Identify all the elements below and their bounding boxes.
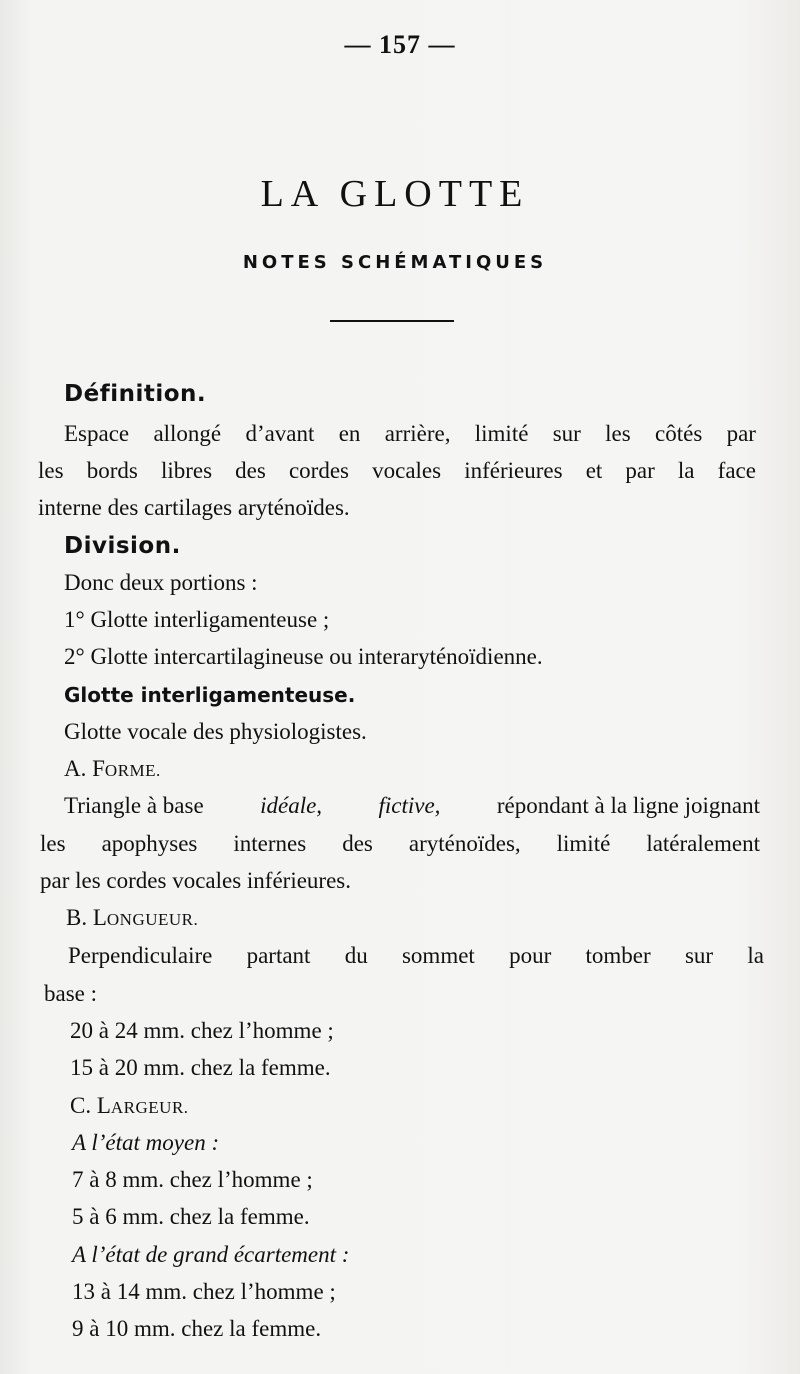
word: des — [342, 831, 373, 856]
definition-line-1 — [64, 420, 756, 448]
subheading-initial: L — [96, 1093, 111, 1118]
word: sommet — [401, 943, 475, 968]
title-divider — [330, 320, 454, 322]
word: les — [605, 421, 631, 446]
moyen-femme: 5 à 6 mm. chez la femme. — [72, 1204, 310, 1229]
word: les — [40, 831, 66, 856]
word: sur — [552, 421, 581, 446]
word: face — [717, 458, 756, 483]
word: cordes — [288, 458, 349, 483]
word: libres — [160, 458, 213, 483]
longueur-line-2: base : — [44, 981, 98, 1006]
subheading-largeur — [70, 1092, 189, 1122]
page-subtitle: NOTES SCHÉMATIQUES — [242, 252, 548, 273]
subheading-prefix: A. — [64, 756, 87, 781]
definition-line-3: interne des cartilages aryténoïdes. — [38, 495, 350, 520]
word: Espace — [64, 421, 130, 446]
forme-line-3: par les cordes vocales inférieures. — [40, 868, 351, 893]
word: vocales — [372, 458, 442, 483]
subheading-forme — [64, 755, 161, 785]
word: limité — [556, 831, 611, 856]
division-item-2: 2° Glotte intercartilagineuse ou interaryténoïdienne. — [64, 644, 543, 669]
ecart-homme: 13 à 14 mm. chez l’homme ; — [72, 1279, 336, 1304]
italic-term: idéale, — [260, 793, 323, 818]
etat-ecartement-heading: A l’état de grand écartement : — [72, 1242, 350, 1267]
word: tomber — [585, 943, 651, 968]
text-run: Triangle à base — [64, 793, 204, 818]
section-heading-interligamenteuse: Glotte interligamenteuse. — [64, 683, 356, 707]
moyen-homme: 7 à 8 mm. chez l’homme ; — [72, 1167, 313, 1192]
word: latéralement — [646, 831, 760, 856]
forme-line-2 — [40, 830, 760, 858]
word: par — [625, 458, 655, 483]
word: la — [677, 458, 695, 483]
subheading-prefix: B. — [66, 905, 88, 930]
word: internes — [233, 831, 307, 856]
word: sur — [684, 943, 714, 968]
page-number: — 157 — — [344, 30, 456, 59]
section-heading-definition: Définition. — [64, 381, 207, 407]
word: côtés — [655, 421, 703, 446]
word: bords — [86, 458, 138, 483]
etat-moyen-heading: A l’état moyen : — [72, 1130, 220, 1155]
word: et — [585, 458, 603, 483]
word: apophyses — [101, 831, 198, 856]
subheading-initial: L — [92, 905, 107, 930]
longueur-femme: 15 à 20 mm. chez la femme. — [70, 1055, 331, 1080]
subheading-rest: ONGUEUR. — [106, 910, 199, 929]
word: Perpendiculaire — [68, 943, 213, 968]
word: la — [747, 943, 764, 968]
division-intro: Donc deux portions : — [64, 570, 258, 595]
subheading-longueur — [66, 904, 198, 934]
word: du — [344, 943, 368, 968]
subheading-rest: ORME. — [104, 761, 161, 780]
word: pour — [509, 943, 552, 968]
word: inférieures — [464, 458, 563, 483]
word: par — [726, 421, 756, 446]
interligamenteuse-description: Glotte vocale des physiologistes. — [64, 719, 367, 744]
word: les — [38, 458, 64, 483]
ecart-femme: 9 à 10 mm. chez la femme. — [72, 1316, 322, 1341]
word: limité — [474, 421, 529, 446]
division-item-1: 1° Glotte interligamenteuse ; — [64, 607, 330, 632]
word: en — [338, 421, 361, 446]
definition-line-2 — [38, 457, 756, 485]
word: d’avant — [245, 421, 315, 446]
forme-line-1 — [64, 792, 760, 820]
page-title: LA GLOTTE — [260, 173, 530, 215]
text-run: répondant à la ligne joignant — [496, 793, 760, 818]
italic-term: fictive, — [378, 793, 441, 818]
word: arrière, — [384, 421, 451, 446]
section-heading-division: Division. — [64, 533, 181, 559]
subheading-prefix: C. — [70, 1093, 92, 1118]
word: partant — [246, 943, 311, 968]
subheading-rest: ARGEUR. — [110, 1098, 189, 1117]
longueur-homme: 20 à 24 mm. chez l’homme ; — [70, 1018, 334, 1043]
word: allongé — [153, 421, 222, 446]
word: des — [235, 458, 266, 483]
longueur-line-1 — [68, 942, 764, 970]
subheading-initial: F — [92, 756, 105, 781]
word: aryténoïdes, — [408, 831, 521, 856]
